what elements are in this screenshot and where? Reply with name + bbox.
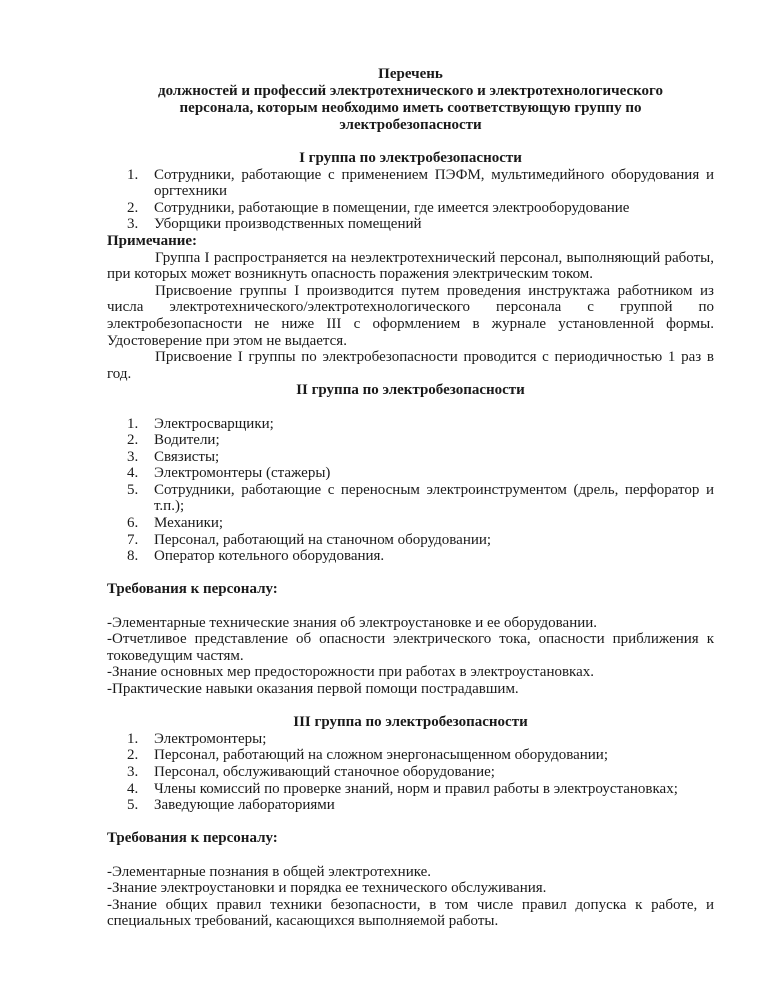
group-3-section [107,714,714,930]
requirement-item: -Отчетливое представление об опасности электрического тока, опасности приближения к токоведущим частям. [107,631,714,664]
group-2-list [107,416,714,565]
group-3-heading: III группа по электробезопасности [293,714,528,731]
requirement-item: -Знание электроустановки и порядка ее технического обслуживания. [107,880,547,897]
list-item: 5. Сотрудники, работающие с переносным электроинструментом (дрель, перфоратор и т.п.); [127,481,714,515]
note-paragraph: Группа I распространяется на неэлектротехнический персонал, выполняющий работы, при которых может возникнуть опасность поражения электрическим током. [107,249,714,283]
group-3-requirements [107,864,714,930]
title-line-1: Перечень [378,66,443,82]
requirements-label: Требования к персоналу: [107,830,278,847]
document-title [107,66,714,134]
requirement-item: -Знание общих правил техники безопасности, в том числе правил допуска к работе, и специальных требований, касающихся выполняемой работы. [107,896,714,930]
list-item: 1. Электромонтеры; [127,730,267,747]
list-item: 7. Персонал, работающий на станочном оборудовании; [127,531,492,548]
group-1-section [107,150,714,382]
list-item: 3. Уборщики производственных помещений [127,216,422,233]
list-item: 8. Оператор котельного оборудования. [127,548,385,565]
list-item: 4. Члены комиссий по проверке знаний, норм и правил работы в электроустановках; [127,780,678,797]
group-3-list [107,731,714,814]
list-item: 1. Сотрудники, работающие с применением ПЭФМ, мультимедийного оборудования и оргтехники [127,166,714,200]
list-item: 3. Связисты; [127,448,220,465]
list-item: 3. Персонал, обслуживающий станочное оборудование; [127,763,495,780]
requirement-item: -Знание основных мер предосторожности при работах в электроустановках. [107,664,595,681]
list-item: 4. Электромонтеры (стажеры) [127,465,331,482]
document-page [107,66,714,930]
title-line-4: электробезопасности [339,117,482,133]
group-2-section [107,382,714,697]
list-item: 2. Водители; [127,432,220,449]
group-1-list [107,167,714,233]
note-paragraph: Присвоение группы I производится путем проведения инструктажа работником из числа электротехнического/электротехнологического персонала с группой по электробезопасности не ниже III с оформлением в журнале установленной формы. Удостоверение при этом не выдается. [107,282,714,349]
group-2-requirements [107,615,714,698]
list-item: 2. Персонал, работающий на сложном энергонасыщенном оборудовании; [127,747,609,764]
requirement-item: -Практические навыки оказания первой помощи пострадавшим. [107,681,519,697]
title-line-2: должностей и профессий электротехнического и электротехнологического [158,83,663,99]
group-1-heading: I группа по электробезопасности [299,150,522,166]
list-item: 2. Сотрудники, работающие в помещении, где имеется электрооборудование [127,199,630,216]
requirement-item: -Элементарные познания в общей электротехнике. [107,863,432,880]
group-2-heading: II группа по электробезопасности [296,382,525,399]
list-item: 1. Электросварщики; [127,415,274,432]
requirement-item: -Элементарные технические знания об электроустановке и ее оборудовании. [107,614,598,631]
note-paragraph: Присвоение I группы по электробезопасности проводится с периодичностью 1 раз в год. [107,349,714,382]
list-item: 6. Механики; [127,515,224,532]
title-line-3: персонала, которым необходимо иметь соответствующую группу по [179,100,642,116]
requirements-label: Требования к персоналу: [107,581,278,598]
list-item: 5. Заведующие лабораториями [127,797,335,814]
note-label: Примечание: [107,232,198,249]
